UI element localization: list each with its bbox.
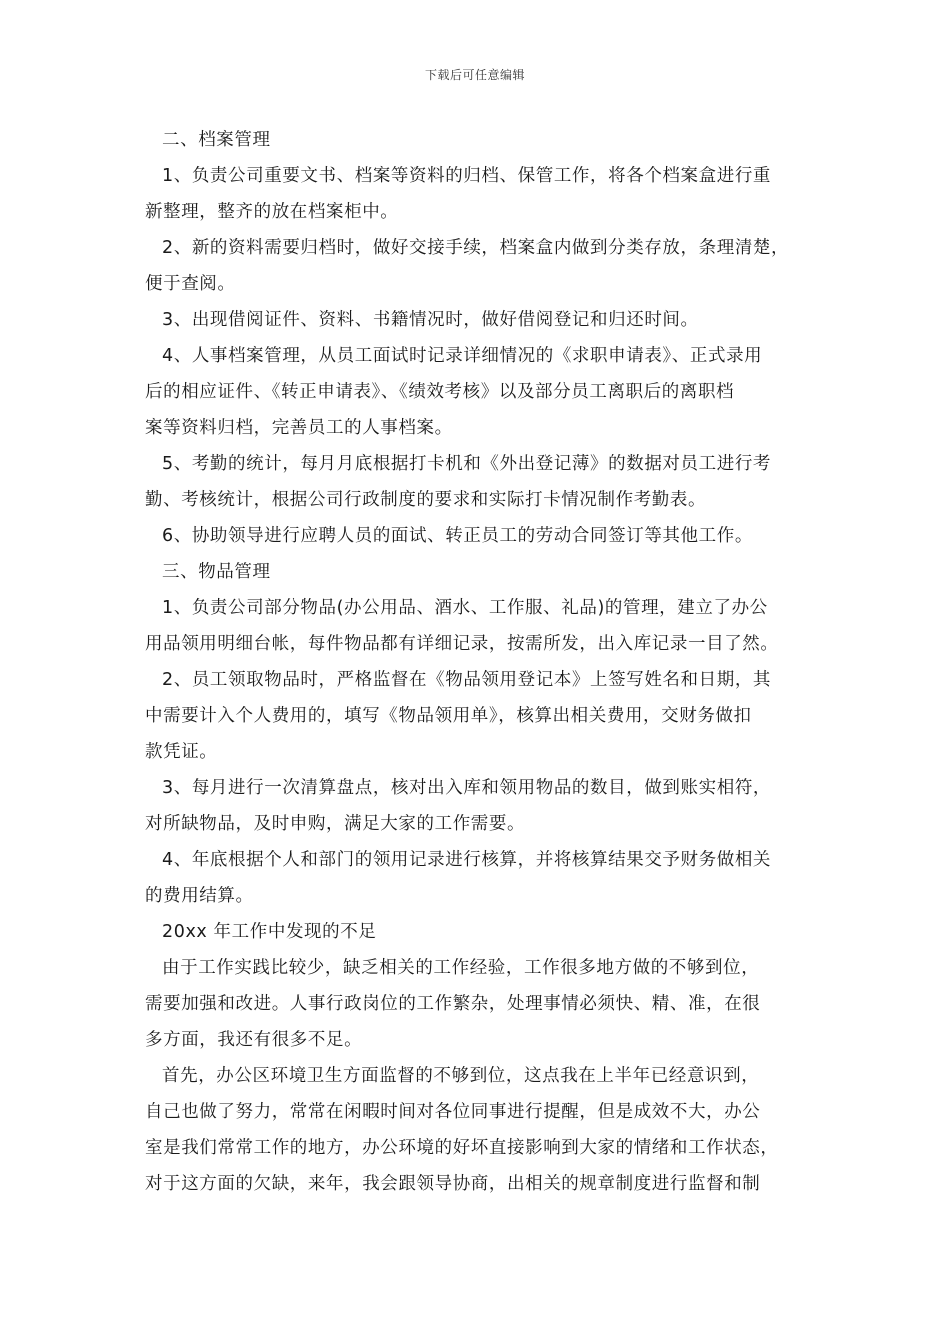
paragraph-line: 1、负责公司部分物品(办公用品、酒水、工作服、礼品)的管理，建立了办公 (162, 598, 768, 618)
paragraph-line: 对于这方面的欠缺，来年，我会跟领导协商，出相关的规章制度进行监督和制 (145, 1174, 761, 1194)
paragraph-line: 便于查阅。 (145, 274, 236, 294)
paragraph-line: 室是我们常常工作的地方，办公环境的好坏直接影响到大家的情绪和工作状态， (145, 1138, 779, 1158)
section-heading-archives: 二、档案管理 (162, 130, 271, 150)
paragraph-line: 6、协助领导进行应聘人员的面试、转正员工的劳动合同签订等其他工作。 (162, 526, 753, 546)
paragraph-line: 需要加强和改进。人事行政岗位的工作繁杂，处理事情必须快、精、准，在很 (145, 994, 761, 1014)
paragraph-line: 3、每月进行一次清算盘点，核对出入库和领用物品的数目，做到账实相符， (162, 778, 772, 798)
paragraph-line: 由于工作实践比较少，缺乏相关的工作经验，工作很多地方做的不够到位， (162, 958, 760, 978)
paragraph-line: 款凭证。 (145, 742, 218, 762)
section-heading-shortcomings: 20xx 年工作中发现的不足 (162, 922, 377, 942)
paragraph-line: 4、人事档案管理，从员工面试时记录详细情况的《求职申请表》、正式录用 (162, 346, 763, 366)
paragraph-line: 新整理，整齐的放在档案柜中。 (145, 202, 399, 222)
paragraph-line: 案等资料归档，完善员工的人事档案。 (145, 418, 453, 438)
paragraph-line: 对所缺物品，及时申购，满足大家的工作需要。 (145, 814, 526, 834)
page-header-note: 下载后可任意编辑 (424, 68, 525, 82)
paragraph-line: 多方面，我还有很多不足。 (145, 1030, 363, 1050)
paragraph-line: 3、出现借阅证件、资料、书籍情况时，做好借阅登记和归还时间。 (162, 310, 699, 330)
paragraph-line: 2、新的资料需要归档时，做好交接手续，档案盒内做到分类存放，条理清楚， (162, 238, 790, 258)
paragraph-line: 后的相应证件、《转正申请表》、《绩效考核》以及部分员工离职后的离职档 (145, 382, 735, 402)
paragraph-line: 的费用结算。 (145, 886, 254, 906)
paragraph-line: 2、员工领取物品时，严格监督在《物品领用登记本》上签写姓名和日期，其 (162, 670, 772, 690)
paragraph-line: 自己也做了努力，常常在闲暇时间对各位同事进行提醒，但是成效不大，办公 (145, 1102, 761, 1122)
section-heading-items: 三、物品管理 (162, 562, 271, 582)
paragraph-line: 5、考勤的统计，每月月底根据打卡机和《外出登记薄》的数据对员工进行考 (162, 454, 772, 474)
paragraph-line: 中需要计入个人费用的，填写《物品领用单》，核算出相关费用，交财务做扣 (145, 706, 752, 726)
paragraph-line: 1、负责公司重要文书、档案等资料的归档、保管工作，将各个档案盒进行重 (162, 166, 772, 186)
paragraph-line: 用品领用明细台帐，每件物品都有详细记录，按需所发，出入库记录一目了然。 (145, 634, 779, 654)
paragraph-line: 勤、考核统计，根据公司行政制度的要求和实际打卡情况制作考勤表。 (145, 490, 707, 510)
paragraph-line: 首先，办公区环境卫生方面监督的不够到位，这点我在上半年已经意识到， (162, 1066, 760, 1086)
document-body (145, 122, 825, 1202)
paragraph-line: 4、年底根据个人和部门的领用记录进行核算，并将核算结果交予财务做相关 (162, 850, 772, 870)
